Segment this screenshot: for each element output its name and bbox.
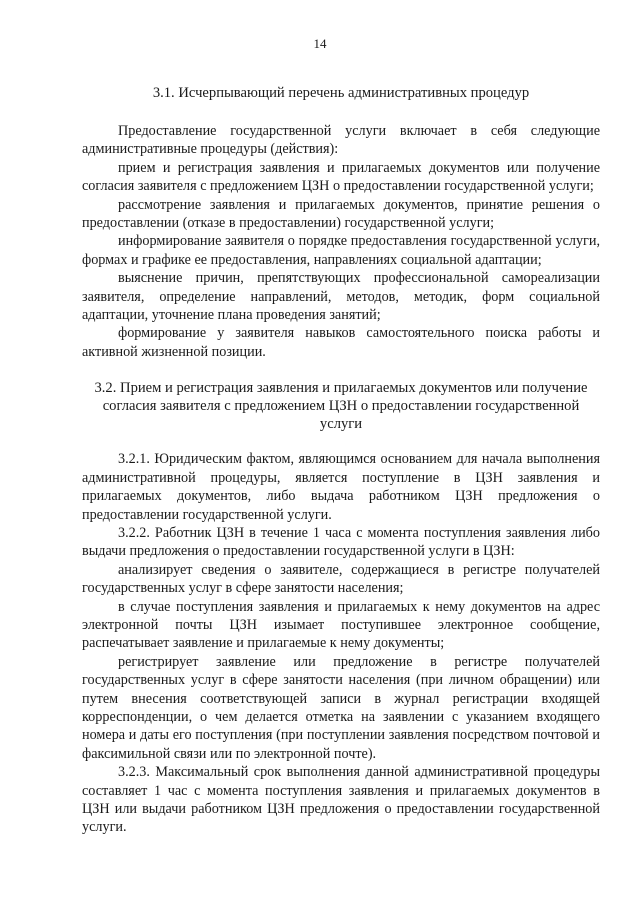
procedure-item: рассмотрение заявления и прилагаемых документов, принятие решения о предоставлении (отказе в предоставлении) государственной услуги;: [82, 196, 600, 232]
procedure-item: прием и регистрация заявления и прилагаемых документов или получение согласия заявителя с предложением ЦЗН о предоставлении государственной услуги;: [82, 159, 600, 195]
section-title: 3.1. Исчерпывающий перечень административных процедур: [152, 85, 530, 101]
page-number: 14: [313, 36, 327, 51]
procedure-item: информирование заявителя о порядке предоставления государственной услуги, формах и графике ее предоставления, направлениях социальной адаптации;: [82, 233, 600, 268]
clause-item: анализирует сведения о заявителе, содержащиеся в регистре получателей государственных услуг в сфере занятости населения;: [82, 561, 600, 597]
subsection-title: 3.2. Прием и регистрация заявления и прилагаемых документов или получение согласия заявителя с предложением ЦЗН о предоставлении государственной услуги: [94, 380, 588, 433]
subsection-block: [82, 450, 600, 837]
clause-item: в случае поступления заявления и прилагаемых к нему документов на адрес электронной почты ЦЗН изымает поступившее электронное сообщение, распечатывает заявление и прилагаемые к нему документы;: [82, 598, 600, 652]
intro-block: [82, 122, 600, 361]
procedure-item: выяснение причин, препятствующих профессиональной самореализации заявителя, определение направлений, методов, методик, форм социальной адаптации, уточнение плана проведения занятий;: [82, 270, 600, 324]
clause-3-2-3: 3.2.3. Максимальный срок выполнения данной административной процедуры составляет 1 час с момента поступления заявления и прилагаемых документов в ЦЗН или выдачи работником ЦЗН предложения о предоставлении государственной услуги.: [82, 764, 600, 836]
clause-item: регистрирует заявление или предложение в регистре получателей государственных услуг в сфере занятости населения (при личном обращении) или путем внесения соответствующей записи в журнал регистрации входящей корреспонденции, о чем делается отметка на заявлении с указанием входящего номера и даты его поступления (при поступлении заявления посредством почтовой и факсимильной связи или по электронной почте).: [82, 653, 600, 762]
procedure-item: формирование у заявителя навыков самостоятельного поиска работы и активной жизненной позиции.: [82, 325, 600, 360]
page-content: [82, 84, 600, 837]
clause-3-2-2: 3.2.2. Работник ЦЗН в течение 1 часа с момента поступления заявления либо выдачи предложения о предоставлении государственной услуги в ЦЗН:: [82, 524, 600, 560]
clause-3-2-1: 3.2.1. Юридическим фактом, являющимся основанием для начала выполнения административной процедуры, является поступление в ЦЗН заявления и прилагаемых документов, либо выдача работником ЦЗН предложения о предоставлении государственной услуги.: [82, 451, 600, 523]
intro-paragraph: Предоставление государственной услуги включает в себя следующие административные процедуры (действия):: [82, 123, 600, 158]
